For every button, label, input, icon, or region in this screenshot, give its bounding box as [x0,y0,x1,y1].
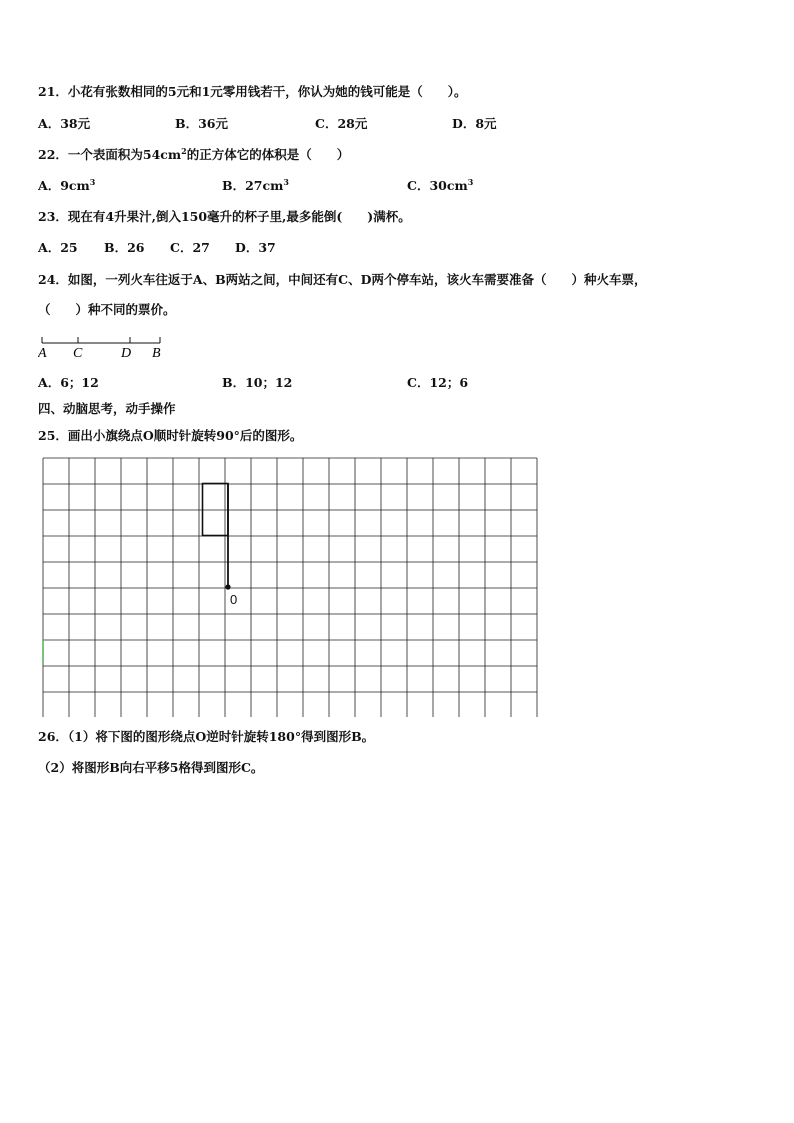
q22-option-c: C．$30cm^3$ [407,177,474,193]
station-label-a: A [38,346,47,361]
q22-option-b: B．$27cm^3$ [222,177,289,193]
q22-option-a: A．$9cm^3$ [38,177,96,193]
station-label-d: D [121,346,132,361]
point-o-label: 0 [230,592,238,607]
q24-option-c: C．12；6 [407,375,469,390]
q21-option-d: D．8元 [452,116,497,131]
q23-option-b: B．26 [104,240,145,255]
question-23-text: 23．现在有4升果汁,倒入150毫升的杯子里,最多能倒( )满杯。 [38,209,411,224]
rotation-point-o [225,584,230,589]
question-24-text-line2: （ ）种不同的票价。 [38,302,176,317]
q24-option-b: B．10；12 [222,375,293,390]
station-label-b: B [152,346,161,361]
question-26-part2: （2）将图形B向右平移5格得到图形C。 [38,760,264,775]
question-24-text-line1: 24．如图，一列火车往返于A、B两站之间，中间还有C、D两个停车站，该火车需要准备（ ）种火车票， [38,272,647,287]
grid-lines [43,458,537,717]
flag-rectangle [203,484,229,536]
q23-option-c: C．27 [170,240,210,255]
station-line-diagram [38,333,178,363]
question-25-text: 25．画出小旗绕点O顺时针旋转90°后的图形。 [38,428,303,443]
section-4-title: 四、动脑思考，动手操作 [38,401,176,416]
q21-option-b: B．36元 [175,116,228,131]
q21-option-a: A．38元 [38,116,91,131]
q24-option-a: A．6；12 [38,375,99,390]
q23-option-a: A．25 [38,240,78,255]
question-26-part1: 26．（1）将下图的图形绕点O逆时针旋转180°得到图形B。 [38,729,375,744]
q23-option-d: D．37 [235,240,276,255]
question-22-text: 22．一个表面积为$54cm^2$的正方体它的体积是（ ） [38,146,350,162]
q21-option-c: C．28元 [315,116,368,131]
square-grid-figure [42,457,546,717]
station-label-c: C [73,346,83,361]
question-21-text: 21．小花有张数相同的5元和1元零用钱若干，你认为她的钱可能是（ ）。 [38,84,467,99]
